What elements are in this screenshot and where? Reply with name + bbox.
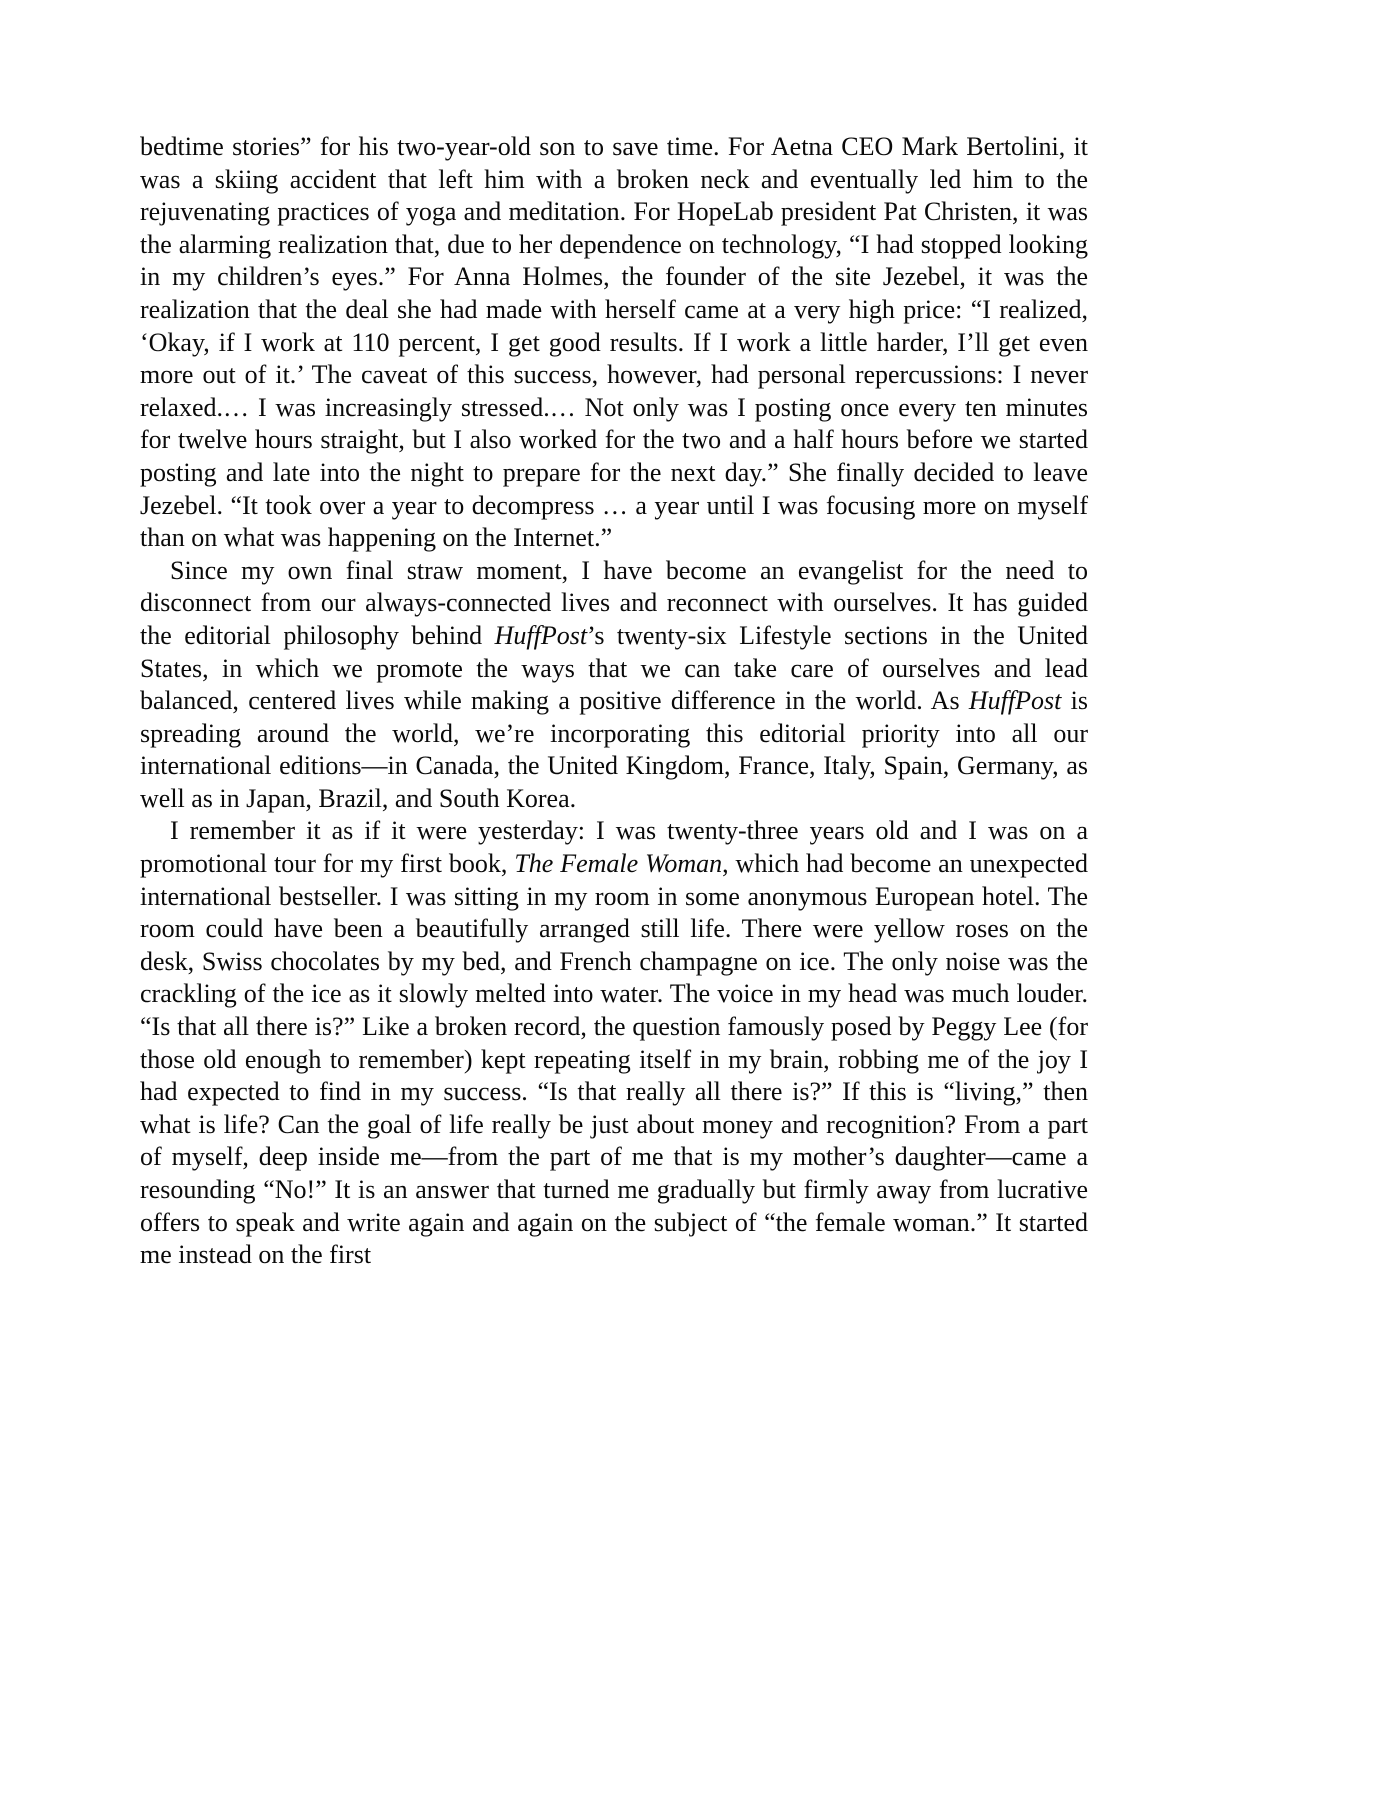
text-run: Since my own final straw moment, I have become an evangelist for the need to disconnect from our always-connected lives and reconnect with ourselves. It has guided the editorial philosophy behind [140,555,1088,650]
italic-text-run: HuffPost [968,686,1062,716]
italic-text-run: The Female Woman [514,849,723,879]
book-page-text [140,131,1088,1272]
paragraph-remember-yesterday [140,815,1088,1271]
text-run: I remember it as if it were yesterday: I was twenty-three years old and I was on a promotional tour for my first book, [140,816,1088,879]
text-run: is spreading around the world, we’re incorporating this editorial priority into all our international editions—in Canada, the United Kingdom, France, Italy, Spain, Germany, as well as in Japan, Brazil, and South Korea. [140,686,1088,813]
text-run: ’s twenty-six Lifestyle sections in the United States, in which we promote the ways that we can take care of ourselves and lead balanced, centered lives while making a positive difference in the world. As [140,620,1088,716]
text-run: , which had become an unexpected international bestseller. I was sitting in my room in some anonymous European hotel. The room could have been a beautifully arranged still life. There were yellow roses on the desk, Swiss chocolates by my bed, and French champagne on ice. The only noise was the crackling of the ice as it slowly melted into water. The voice in my head was much louder. “Is that all there is?” Like a broken record, the question famously posed by Peggy Lee (for those old enough to remember) kept repeating itself in my brain, robbing me of the joy I had expected to find in my success. “Is that really all there is?” If this is “living,” then what is life? Can the goal of life really be just about money and recognition? From a part of myself, deep inside me—from the part of me that is my mother’s daughter—came a resounding “No!” It is an answer that turned me gradually but firmly away from lucrative offers to speak and write again and again on the subject of “the female woman.” It started me instead on the first [140,849,1088,1270]
text-run: bedtime stories” for his two-year-old son to save time. For Aetna CEO Mark Bertolini, it was a skiing accident that left him with a broken neck and eventually led him to the rejuvenating practices of yoga and meditation. For HopeLab president Pat Christen, it was the alarming realization that, due to her dependence on technology, “I had stopped looking in my children’s eyes.” For Anna Holmes, the founder of the site Jezebel, it was the realization that the deal she had made with herself came at a very high price: “I realized, ‘Okay, if I work at 110 percent, I get good results. If I work a little harder, I’ll get even more out of it.’ The caveat of this success, however, had personal repercussions: I never relaxed.… I was increasingly stressed.… Not only was I posting once every ten minutes for twelve hours straight, but I also worked for the two and a half hours before we started posting and late into the night to prepare for the next day.” She finally decided to leave Jezebel. “It took over a year to decompress … a year until I was focusing more on myself than on what was happening on the Internet.” [140,132,1088,553]
paragraph-evangelist-huffpost [140,555,1088,816]
italic-text-run: HuffPost [494,620,588,650]
paragraph-final-straw-examples [140,131,1088,555]
